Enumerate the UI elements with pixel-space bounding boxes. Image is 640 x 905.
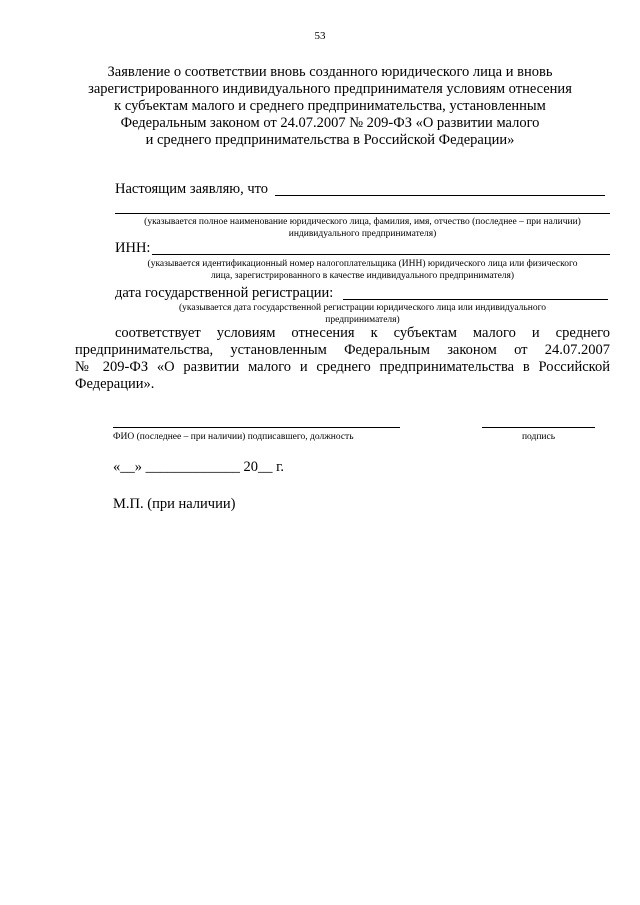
inn-label: ИНН: [115, 240, 151, 256]
inn-note [100, 258, 625, 282]
compliance-paragraph [75, 325, 610, 393]
registration-date-note [100, 302, 625, 326]
note-text: (указывается дата государственной регистрации юридического лица или индивидуального [178, 303, 546, 313]
note-text: (указывается полное наименование юридического лица, фамилия, имя, отчество (последнее – при наличии) [144, 217, 581, 227]
note-text: индивидуального предпринимателя) [288, 229, 437, 239]
entity-name-note [100, 216, 625, 240]
paragraph-line: № 209-ФЗ «О развитии малого и среднего предпринимательства в Российской [75, 359, 610, 375]
entity-name-field-line[interactable] [275, 195, 605, 196]
stamp-label: М.П. (при наличии) [113, 496, 236, 512]
signature-field-line[interactable] [482, 427, 595, 428]
paragraph-line: предпринимательства, установленным Федеральным законом от 24.07.2007 [75, 342, 610, 358]
title-line: Федеральным законом от 24.07.2007 № 209-ФЗ «О развитии малого [120, 115, 540, 131]
inn-field-line[interactable] [152, 254, 610, 255]
declaration-label: Настоящим заявляю, что [115, 181, 269, 197]
title-line: к субъектам малого и среднего предпринимательства, установленным [114, 98, 546, 114]
page-number: 53 [314, 30, 326, 42]
registration-date-field-line[interactable] [343, 299, 608, 300]
title-line: зарегистрированного индивидуального предпринимателя условиям отнесения [88, 81, 572, 97]
signing-date-line[interactable]: «__» _____________ 20__ г. [113, 459, 285, 475]
registration-date-label: дата государственной регистрации: [115, 285, 334, 301]
signature-caption: подпись [521, 432, 556, 442]
signer-name-caption: ФИО (последнее – при наличии) подписавшего, должность [113, 432, 354, 442]
signer-name-field-line[interactable] [113, 427, 400, 428]
title-line: и среднего предпринимательства в Российской Федерации» [145, 132, 515, 148]
document-title [70, 64, 590, 149]
note-text: предпринимателя) [325, 315, 400, 325]
note-text: лица, зарегистрированного в качестве индивидуального предпринимателя) [210, 271, 515, 281]
note-text: (указывается идентификационный номер налогоплательщика (ИНН) юридического лица или физического [147, 259, 578, 269]
paragraph-line: Федерации». [75, 376, 155, 392]
paragraph-line: соответствует условиям отнесения к субъектам малого и среднего [115, 325, 610, 341]
title-line: Заявление о соответствии вновь созданного юридического лица и вновь [107, 64, 553, 80]
entity-name-field-line-2[interactable] [115, 213, 610, 214]
